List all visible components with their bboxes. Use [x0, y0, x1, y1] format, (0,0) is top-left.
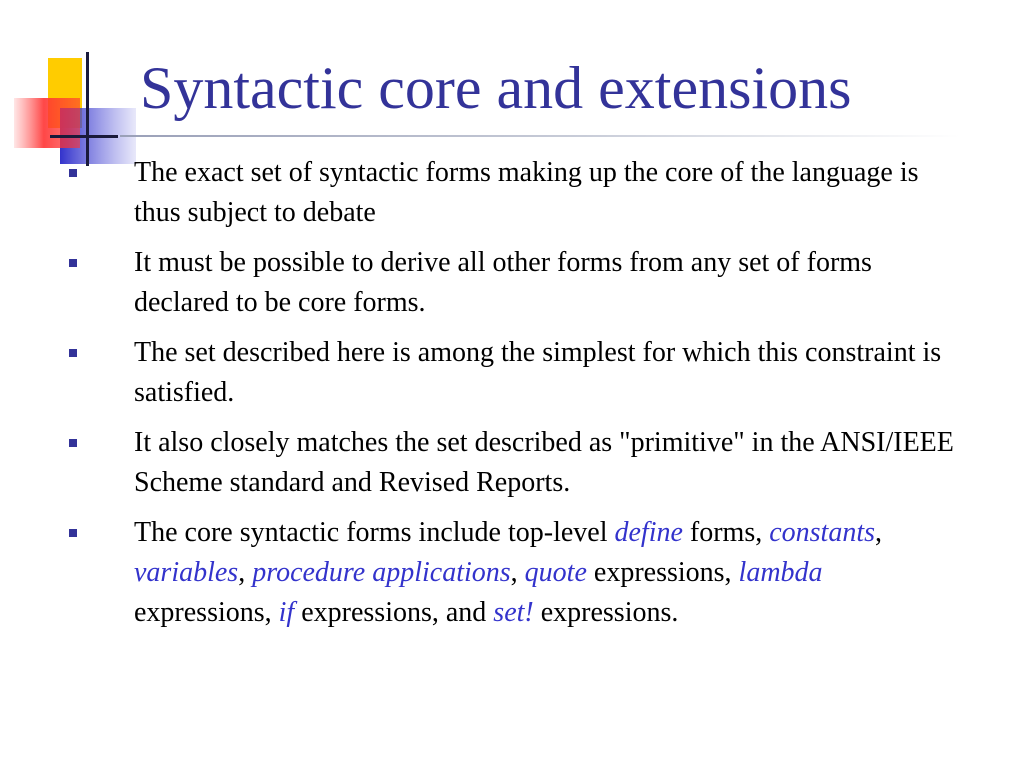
text-segment: , — [875, 517, 883, 548]
text-segment: forms, — [682, 517, 770, 548]
square-bullet-icon — [69, 349, 77, 357]
bullet-text: It must be possible to derive all other forms from any set of forms declared to be core forms. — [134, 247, 872, 318]
keyword-if: if — [278, 597, 295, 628]
square-bullet-icon — [69, 169, 77, 177]
text-segment: , — [510, 557, 525, 588]
text-segment: , — [238, 557, 253, 588]
text-segment: expressions, and — [294, 597, 494, 628]
keyword-lambda: lambda — [738, 557, 823, 588]
bullet-item — [0, 243, 964, 323]
text-segment: The core syntactic forms include top-level — [134, 517, 615, 548]
bullet-text: The exact set of syntactic forms making up the core of the language is thus subject to debate — [134, 157, 919, 228]
square-bullet-icon — [69, 439, 77, 447]
bullet-text: The set described here is among the simplest for which this constraint is satisfied. — [134, 337, 942, 408]
slide-title: Syntactic core and extensions — [140, 55, 852, 121]
bullet-text — [134, 517, 882, 628]
text-segment: expressions. — [533, 597, 679, 628]
keyword-define: define — [614, 517, 683, 548]
bullet-text: It also closely matches the set described as "primitive" in the ANSI/IEEE Scheme standard and Revised Reports. — [134, 427, 954, 498]
text-segment: expressions, — [134, 597, 279, 628]
title-underline — [120, 135, 960, 137]
keyword-procedure-applications: procedure applications — [252, 557, 511, 588]
square-bullet-icon — [69, 259, 77, 267]
bullet-item — [0, 513, 964, 633]
keyword-quote: quote — [524, 557, 587, 588]
keyword-constants: constants — [769, 517, 876, 548]
bullet-list — [0, 153, 1024, 643]
square-bullet-icon — [69, 529, 77, 537]
text-segment: expressions, — [586, 557, 739, 588]
keyword-variables: variables — [134, 557, 239, 588]
bullet-item — [0, 423, 964, 503]
keyword-set: set! — [493, 597, 534, 628]
bullet-item — [0, 153, 964, 233]
bullet-item — [0, 333, 964, 413]
